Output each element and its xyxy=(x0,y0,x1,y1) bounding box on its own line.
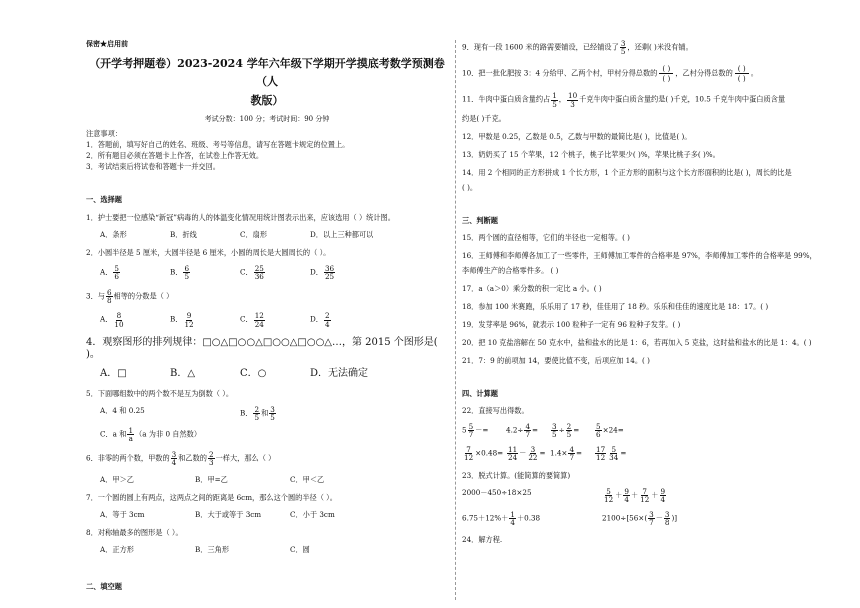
question-11: 11．牛肉中蛋白质含量约占 $\frac{1}{5}$ ， $\frac{10}{3}$ 千克牛肉中蛋白质含量约是( )千克，10.5 千克牛肉中蛋白质含量 xyxy=(462,91,786,109)
calc-item: 4.2÷ $\frac{4}{7}$ = xyxy=(506,421,539,440)
option-a: A．4 和 0.25 xyxy=(100,406,145,416)
calc-item: 1.4× $\frac{4}{7}$ = xyxy=(550,445,583,463)
note-1: 1．答题前，填写好自己的姓名、班级、考号等信息，请写在答题卡规定的位置上。 xyxy=(86,139,350,149)
question-4: 4．观察图形的排列规律：□○△□○○△□○○△□○○△…，第 2015 个图形是( )。 xyxy=(86,336,438,361)
calc-item: $\frac{7}{12}$ ×0.48= xyxy=(464,445,504,463)
section-1-title: 一、选择题 xyxy=(86,194,122,204)
section-4-title: 四、计算题 xyxy=(462,388,498,398)
question-23: 23．脱式计算。(能简算的要简算) xyxy=(462,470,571,480)
question-18: 18．参加 100 米赛跑，乐乐用了 17 秒，佳佳用了 18 秒。乐乐和佳佳的速度比是 18：17。( ) xyxy=(462,301,769,311)
question-7-options xyxy=(86,510,448,519)
title-line-2: 教版） xyxy=(250,94,284,108)
note-3: 3．考试结束后将试卷和答题卡一并交回。 xyxy=(86,161,220,171)
option-d: D． $\frac{2}{4}$ xyxy=(310,311,330,329)
option-b: B． $\frac{6}{5}$ xyxy=(170,263,190,281)
question-12: 12．甲数是 0.25，乙数是 0.5，乙数与甲数的最简比是( )，比值是( )。 xyxy=(462,131,692,141)
option-a: A．等于 3cm xyxy=(100,509,145,519)
question-5: 5．下面哪组数中的两个数不是互为倒数（ ）。 xyxy=(86,389,234,399)
option-c: C． $\frac{25}{36}$ xyxy=(240,263,264,281)
question-15: 15．两个圆的直径相等，它们的半径也一定相等。( ) xyxy=(462,232,630,242)
calc-item: 5 $\frac{5}{7}$ －= xyxy=(462,421,489,440)
option-c: C．甲＜乙 xyxy=(290,474,325,484)
question-6-options xyxy=(86,475,448,484)
option-b: B．三角形 xyxy=(195,544,230,554)
question-11-line-2: 约是( )千克。 xyxy=(462,113,506,123)
option-b: B．甲=乙 xyxy=(195,474,228,484)
question-1: 1．护士要把一位感染“新冠”病毒的人的体温变化情况用统计图表示出来，应该选用（ ）统计图。 xyxy=(86,212,395,222)
option-b: B．大于或等于 3cm xyxy=(195,509,262,519)
question-14-line-2: ( )。 xyxy=(462,182,478,192)
option-b: B． $\frac{2}{5}$ 和 $\frac{3}{5}$ xyxy=(240,405,275,423)
option-a: A． $\frac{5}{6}$ xyxy=(100,263,119,281)
calc-item: $\frac{5}{6}$ ×24= xyxy=(596,421,624,440)
expr-1: 2000－450÷18×25 xyxy=(462,487,532,497)
option-c: C． $\frac{12}{24}$ xyxy=(240,311,264,329)
question-3: 3．与 $\frac{6}{8}$ 相等的分数是（ ） xyxy=(86,287,174,306)
option-d: D．无法确定 xyxy=(310,367,369,379)
question-16: 16．王师傅和李师傅各加工了一些零件，王师傅加工零件的合格率是 97%，李师傅加工零件的合格率是 99%， xyxy=(462,250,817,260)
option-a: A．正方形 xyxy=(100,544,134,554)
secret-mark: 保密★启用前 xyxy=(86,39,128,48)
calc-item: $\frac{17}{12}$ $\frac{5}{34}$ = xyxy=(596,445,627,463)
expr-row-1 xyxy=(462,488,824,503)
section-2-title: 二、填空题 xyxy=(86,581,122,591)
calc-item: $\frac{11}{24}$ － $\frac{3}{22}$ = xyxy=(508,445,546,463)
question-2-options xyxy=(86,265,448,280)
title-line-1: （开学考押题卷）2023-2024 学年六年级下学期开学摸底考数学预测卷（人 xyxy=(89,56,445,89)
option-a: A．甲＞乙 xyxy=(100,474,134,484)
expr-3: 6.75＋12%＋ $\frac{1}{4}$ ＋0.38 xyxy=(462,510,541,528)
question-20: 20．把 10 克盐溶解在 50 克水中，盐和盐水的比是 1：6，若再加入 5 克盐，这时盐和盐水的比是 1：4。( ) xyxy=(462,337,812,347)
question-24: 24．解方程. xyxy=(462,535,503,545)
calc-row-2 xyxy=(462,446,824,461)
option-a: A． $\frac{8}{10}$ xyxy=(100,311,124,329)
option-b: B． $\frac{9}{12}$ xyxy=(170,311,194,329)
calc-row-1 xyxy=(462,423,824,438)
question-4-options xyxy=(86,368,448,381)
question-10: 10．把一批化肥按 3：4 分给甲、乙两个村，甲村分得总数的 ( ) ( ) ，乙村分得总数的 ( ) ( ) 。 xyxy=(462,64,758,84)
question-1-options xyxy=(86,230,448,239)
notes-heading: 注意事项： xyxy=(86,128,122,138)
section-3-title: 三、判断题 xyxy=(462,215,498,225)
option-c: C．小于 3cm xyxy=(290,509,335,519)
note-2: 2．所有题目必须在答题卡上作答，在试卷上作答无效。 xyxy=(86,150,264,160)
question-8: 8．对称轴最多的图形是（ ）。 xyxy=(86,527,183,537)
option-c: C．扇形 xyxy=(240,229,268,239)
question-19: 19．发芽率是 96%，就表示 100 粒种子一定有 96 粒种子发芽。( ) xyxy=(462,319,681,329)
option-a: A．条形 xyxy=(100,229,127,239)
question-2: 2．小圆半径是 5 厘米，大圆半径是 6 厘米，小圆的周长是大圆周长的（ ）。 xyxy=(86,247,331,257)
question-7: 7．一个圆的圆上有两点，这两点之间的距离是 6cm，那么这个圆的半径（ ）。 xyxy=(86,492,337,502)
option-b: B．△ xyxy=(170,367,196,379)
expr-4: 2100÷[56×( $\frac{3}{7}$ － $\frac{3}{8}$ )] xyxy=(602,510,678,528)
option-b: B．折线 xyxy=(170,229,197,239)
expr-row-2 xyxy=(462,511,824,526)
question-9: 9．现有一段 1600 米的路需要铺设，已经铺设了 $\frac{3}{5}$ ，还剩( )米没有铺。 xyxy=(462,39,693,57)
option-c: C．○ xyxy=(240,367,267,379)
option-d: D．以上三种都可以 xyxy=(310,229,374,239)
option-d: D． $\frac{36}{25}$ xyxy=(310,263,335,281)
option-c: C．圆 xyxy=(290,544,310,554)
question-21: 21．7：9 的前项加 14，要使比值不变，后项应加 14。( ) xyxy=(462,355,650,365)
calc-item: $\frac{3}{5}$ ÷ $\frac{2}{5}$ = xyxy=(552,421,580,440)
question-5-options-ab xyxy=(86,406,448,421)
exam-title xyxy=(86,55,448,111)
exam-info: 考试分数：100 分；考试时间：90 分钟 xyxy=(204,114,330,123)
question-13: 13．奶奶买了 15 个苹果，12 个桃子，桃子比苹果少( )%，苹果比桃子多( )%。 xyxy=(462,149,720,159)
question-17: 17．a（a＞0）乘分数的积一定比 a 小。( ) xyxy=(462,283,602,293)
column-divider xyxy=(455,40,456,600)
question-8-options xyxy=(86,545,448,554)
question-22: 22．直接写出得数。 xyxy=(462,405,529,415)
option-c: C．a 和 $\frac{1}{a}$ （a 为非 0 自然数） xyxy=(100,425,202,443)
expr-2: $\frac{5}{12}$ ＋ $\frac{9}{4}$ ＋ $\frac{7}{12}$ ＋ $\frac{9}{4}$ xyxy=(604,486,666,504)
question-5-options-c xyxy=(86,427,448,442)
question-3-options xyxy=(86,312,448,327)
right-column xyxy=(462,40,824,544)
question-6: 6．非零的两个数，甲数的 $\frac{3}{4}$ 和乙数的 $\frac{2}{3}$ 一样大，那么（ ） xyxy=(86,450,276,468)
question-16-line-2: 李师傅生产的合格零件多。 ( ) xyxy=(462,265,559,275)
question-14: 14．用 2 个相同的正方形拼成 1 个长方形，1 个正方形的面积与这个长方形面积的比是( )，周长的比是 xyxy=(462,167,792,177)
option-a: A．□ xyxy=(100,367,127,379)
left-column xyxy=(86,40,448,599)
